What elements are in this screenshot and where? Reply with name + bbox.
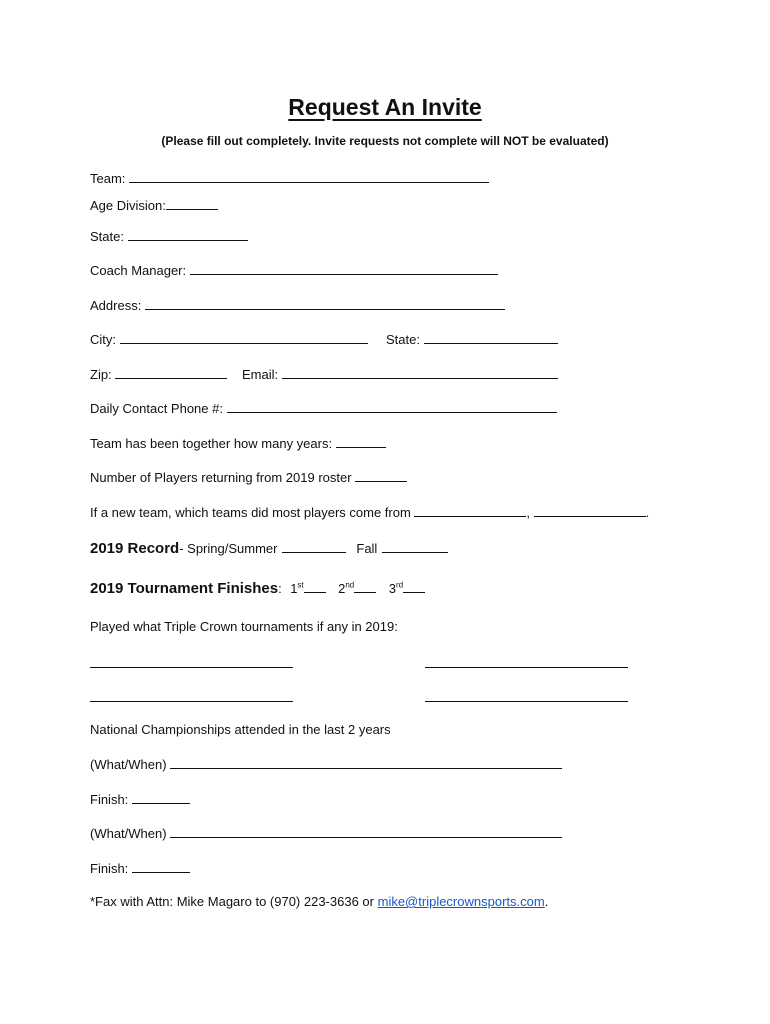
first-num: 1	[290, 581, 298, 596]
third-num: 3	[388, 581, 396, 596]
new-team-label: If a new team, which teams did most players come from	[90, 505, 411, 520]
finish-label-1: Finish:	[90, 792, 129, 807]
previous-team-field-1[interactable]	[414, 504, 526, 517]
what-when-field-2[interactable]	[170, 825, 562, 838]
years-together-field[interactable]	[336, 435, 386, 448]
state-row	[90, 228, 248, 244]
third-place-field[interactable]	[403, 580, 425, 593]
finishes-row	[90, 580, 425, 598]
email-label: Email:	[242, 367, 279, 382]
phone-field[interactable]	[227, 400, 557, 413]
finish-field-2[interactable]	[132, 860, 190, 873]
tournament-field-3[interactable]	[90, 689, 293, 702]
zip-row	[90, 366, 227, 382]
age-division-label: Age Division:	[90, 198, 166, 213]
city-state-label: State:	[386, 332, 420, 347]
finish-label-2: Finish:	[90, 861, 129, 876]
email-row	[242, 366, 558, 382]
finishes-colon: :	[278, 581, 282, 596]
email-field[interactable]	[282, 366, 558, 379]
team-field[interactable]	[129, 170, 489, 183]
age-division-row	[90, 197, 218, 213]
coach-manager-field[interactable]	[190, 262, 498, 275]
spring-summer-field[interactable]	[282, 540, 346, 553]
phone-label: Daily Contact Phone #:	[90, 401, 223, 416]
new-team-period: .	[645, 505, 650, 520]
first-place-label	[290, 581, 303, 596]
age-division-field[interactable]	[166, 197, 218, 210]
city-state-row	[386, 331, 558, 347]
third-sup: rd	[395, 580, 404, 590]
years-together-label: Team has been together how many years:	[90, 436, 333, 451]
tournament-field-4[interactable]	[425, 689, 628, 702]
team-row	[90, 170, 489, 186]
years-together-row	[90, 435, 386, 451]
fall-label: Fall	[356, 541, 378, 556]
players-returning-label: Number of Players returning from 2019 roster	[90, 470, 352, 485]
players-returning-row	[90, 469, 407, 485]
instructions-subtitle: (Please fill out completely. Invite requests not complete will NOT be evaluated)	[161, 134, 609, 148]
new-team-row: If a new team, which teams did most players come from , .	[90, 505, 650, 520]
zip-label: Zip:	[90, 367, 112, 382]
second-sup: nd	[345, 580, 355, 590]
fax-instructions	[90, 894, 548, 909]
second-num: 2	[338, 581, 346, 596]
address-field[interactable]	[145, 297, 505, 310]
played-tournaments-label: Played what Triple Crown tournaments if any in 2019:	[90, 619, 398, 634]
what-when-label-2: (What/When)	[90, 826, 167, 841]
finish-row-1	[90, 791, 190, 807]
state-field[interactable]	[128, 228, 248, 241]
first-sup: st	[297, 580, 304, 590]
first-place-field[interactable]	[304, 580, 326, 593]
players-returning-field[interactable]	[355, 469, 407, 482]
third-place-label	[389, 581, 403, 596]
fall-field[interactable]	[382, 540, 448, 553]
city-row	[90, 331, 368, 347]
what-when-row-2	[90, 825, 562, 841]
record-row	[90, 540, 448, 558]
second-place-label	[338, 581, 354, 596]
city-field[interactable]	[120, 331, 368, 344]
finish-field-1[interactable]	[132, 791, 190, 804]
fax-text: *Fax with Attn: Mike Magaro to (970) 223-3636 or	[90, 894, 374, 909]
footer-period: .	[544, 894, 549, 909]
email-link[interactable]: mike@triplecrownsports.com	[377, 894, 545, 909]
record-heading: 2019 Record	[90, 540, 180, 557]
city-label: City:	[90, 332, 116, 347]
address-row	[90, 297, 505, 313]
city-state-field[interactable]	[424, 331, 558, 344]
what-when-field-1[interactable]	[170, 756, 562, 769]
page-title: Request An Invite	[288, 94, 482, 120]
previous-team-field-2[interactable]	[534, 504, 646, 517]
second-place-field[interactable]	[354, 580, 376, 593]
state-label: State:	[90, 229, 124, 244]
tournament-field-1[interactable]	[90, 655, 293, 668]
spring-summer-label: - Spring/Summer	[179, 541, 278, 556]
tournament-field-2[interactable]	[425, 655, 628, 668]
nationals-heading: National Championships attended in the last 2 years	[90, 722, 391, 737]
finish-row-2	[90, 860, 190, 876]
phone-row	[90, 400, 557, 416]
finishes-heading: 2019 Tournament Finishes	[90, 580, 279, 597]
what-when-label-1: (What/When)	[90, 757, 167, 772]
what-when-row-1	[90, 756, 562, 772]
team-label: Team:	[90, 171, 126, 186]
address-label: Address:	[90, 298, 142, 313]
coach-manager-row	[90, 262, 498, 278]
coach-manager-label: Coach Manager:	[90, 263, 187, 278]
zip-field[interactable]	[115, 366, 227, 379]
